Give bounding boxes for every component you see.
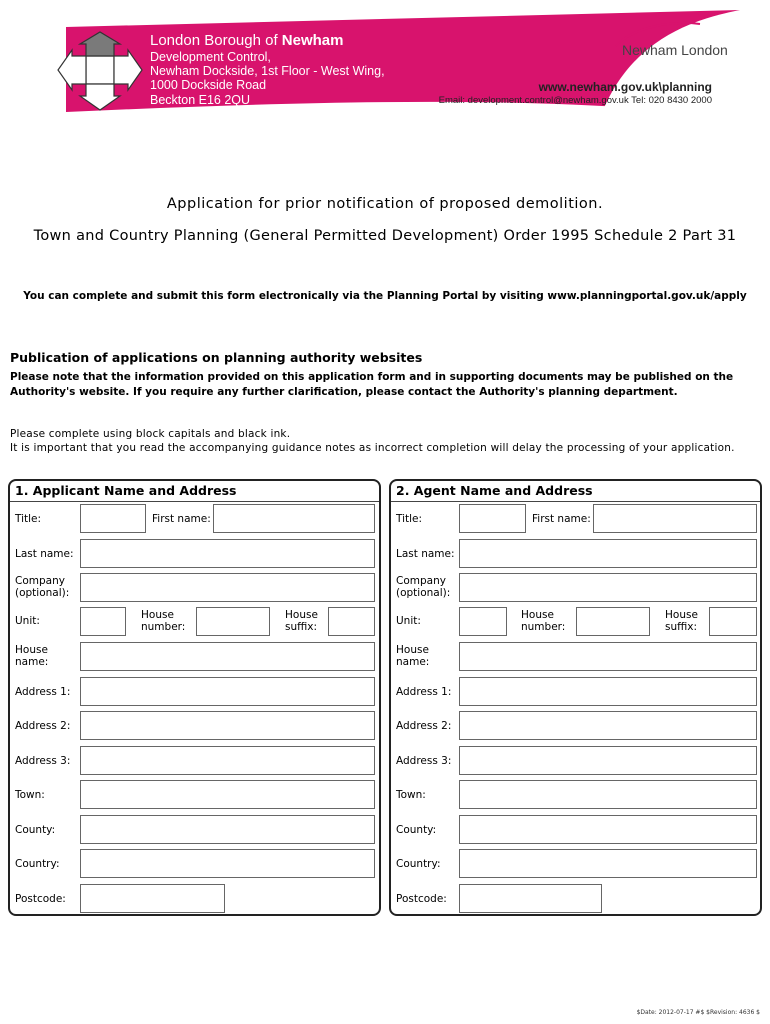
agent-postcode-input[interactable]: [459, 884, 602, 913]
logo-text: Newham London: [622, 42, 728, 58]
applicant-town-input[interactable]: [80, 780, 375, 809]
planning-portal-note: You can complete and submit this form electronically via the Planning Portal by visiting www.planningportal.gov.uk/apply: [23, 290, 747, 302]
agent-unit-input[interactable]: [459, 607, 507, 636]
agent-address2-input[interactable]: [459, 711, 757, 740]
applicant-house-name-input[interactable]: [80, 642, 375, 671]
agent-house-number-input[interactable]: [576, 607, 650, 636]
applicant-company-input[interactable]: [80, 573, 375, 602]
address-line: Development Control,: [150, 50, 271, 64]
agent-last-name-input[interactable]: [459, 539, 757, 568]
address-line: Newham Dockside, 1st Floor - West Wing,: [150, 64, 385, 79]
publication-heading: Publication of applications on planning authority websites: [10, 350, 423, 365]
agent-company-input[interactable]: [459, 573, 757, 602]
council-address: [150, 50, 385, 107]
publication-notice: Please note that the information provided on this application form and in supporting documents may be published on the Authority's website. If you require any further clarification, please contact the Authority's planning department.: [10, 371, 734, 398]
applicant-postcode-input[interactable]: [80, 884, 225, 913]
applicant-section: 1. Applicant Name and Address Title: First name: Last name: Company (optional): Unit: House number: House suffix: House name: Address 1: Address 2: Address 3: Town: County: Country: Postcode:: [8, 479, 381, 916]
form-title: Application for prior notification of proposed demolition.: [166, 196, 604, 212]
section-heading-agent: 2. Agent Name and Address: [396, 483, 593, 498]
agent-title-input[interactable]: [459, 504, 526, 533]
applicant-country-input[interactable]: [80, 849, 375, 878]
form-subtitle: Town and Country Planning (General Permitted Development) Order 1995 Schedule 2 Part 31: [33, 228, 737, 244]
agent-address3-input[interactable]: [459, 746, 757, 775]
applicant-title-input[interactable]: [80, 504, 146, 533]
agent-first-name-input[interactable]: [593, 504, 757, 533]
applicant-address2-input[interactable]: [80, 711, 375, 740]
section-heading-applicant: 1. Applicant Name and Address: [15, 483, 237, 498]
agent-house-suffix-input[interactable]: [709, 607, 757, 636]
applicant-address1-input[interactable]: [80, 677, 375, 706]
contact-details: Email: development.control@newham.gov.uk Tel: 020 8430 2000: [438, 95, 712, 106]
agent-county-input[interactable]: [459, 815, 757, 844]
agent-section: 2. Agent Name and Address Title: First name: Last name: Company (optional): Unit: House number: House suffix: House name: Address 1: Address 2: Address 3: Town: County: Country: Postcode:: [389, 479, 762, 916]
agent-town-input[interactable]: [459, 780, 757, 809]
address-line: Beckton E16 2QU: [150, 92, 251, 107]
applicant-last-name-input[interactable]: [80, 539, 375, 568]
address-line: 1000 Dockside Road: [150, 78, 267, 93]
agent-address1-input[interactable]: [459, 677, 757, 706]
applicant-county-input[interactable]: [80, 815, 375, 844]
applicant-first-name-input[interactable]: [213, 504, 375, 533]
applicant-house-suffix-input[interactable]: [328, 607, 375, 636]
header-banner: [0, 0, 770, 140]
applicant-address3-input[interactable]: [80, 746, 375, 775]
agent-country-input[interactable]: [459, 849, 757, 878]
applicant-house-number-input[interactable]: [196, 607, 270, 636]
applicant-unit-input[interactable]: [80, 607, 126, 636]
website-link[interactable]: www.newham.gov.uk\planning: [538, 80, 712, 94]
borough-title: London Borough of Newham: [150, 32, 344, 49]
agent-house-name-input[interactable]: [459, 642, 757, 671]
completion-instructions: Please complete using block capitals and black ink. It is important that you read the accompanying guidance notes as incorrect completion will delay the processing of your application.: [10, 428, 735, 454]
revision-footer: $Date: 2012-07-17 #$ $Revision: 4636 $: [636, 1009, 760, 1016]
